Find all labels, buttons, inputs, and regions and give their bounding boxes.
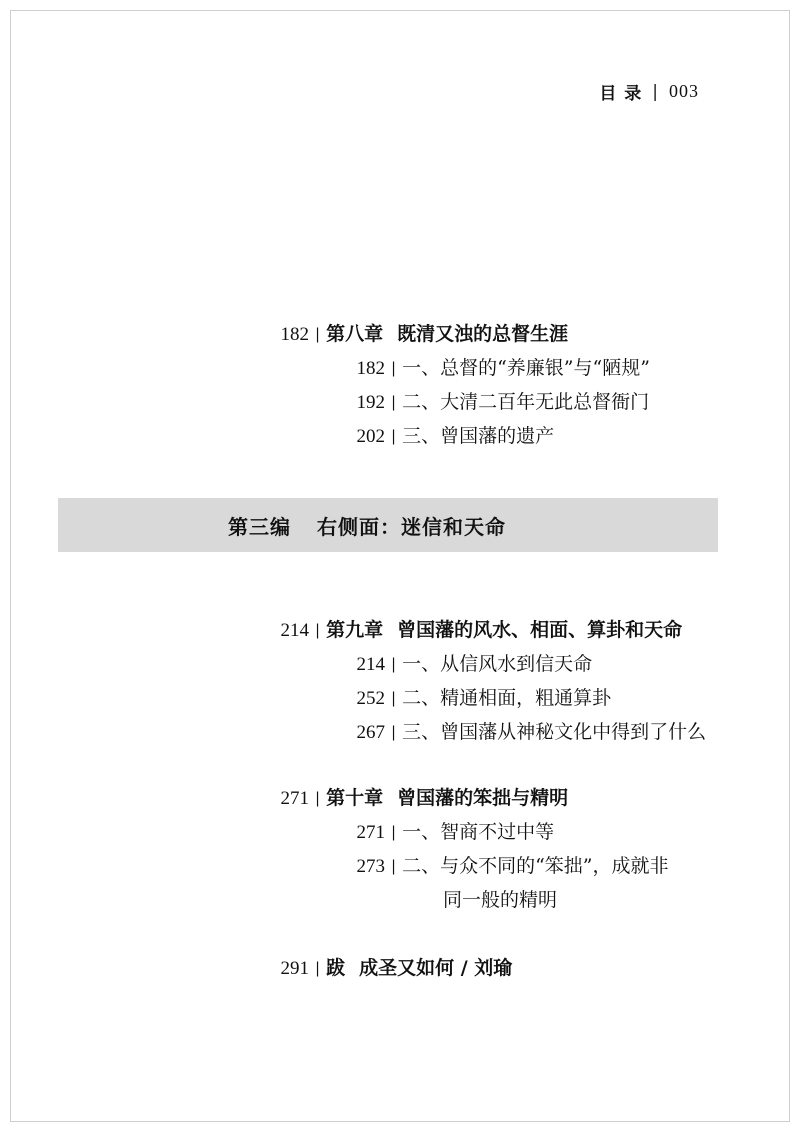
- chapter-label: 第十章: [326, 787, 384, 809]
- toc-page-number: 182: [356, 358, 385, 379]
- toc-page-number: 214: [356, 654, 385, 675]
- toc-bar: |: [391, 359, 397, 377]
- toc-bar: |: [315, 621, 321, 639]
- toc-bar: |: [391, 393, 397, 411]
- chapter-title: 曾国藩的风水、相面、算卦和天命: [397, 619, 683, 641]
- section-title-continuation: 同一般的精明: [443, 889, 558, 911]
- toc-bar: |: [391, 857, 397, 875]
- toc-page-number: 267: [356, 722, 385, 743]
- toc-bar: |: [315, 959, 321, 977]
- chapter-title: 曾国藩的笨拙与精明: [397, 787, 569, 809]
- section-title: 一、总督的“养廉银”与“陋规”: [402, 357, 650, 379]
- toc-page-number: 273: [356, 856, 385, 877]
- toc-entry-section[interactable]: [349, 717, 706, 744]
- toc-entry-section[interactable]: [349, 387, 649, 414]
- toc-entry-chapter-8[interactable]: [273, 319, 568, 346]
- header-separator: |: [652, 81, 659, 102]
- part-title: [228, 511, 506, 540]
- toc-entry-section[interactable]: [349, 353, 650, 380]
- toc-page-number: 291: [280, 958, 309, 979]
- toc-entry-section[interactable]: [349, 817, 554, 844]
- page-header: [599, 79, 699, 104]
- toc-entry-afterword[interactable]: [273, 953, 512, 980]
- part-heading-band[interactable]: [58, 498, 718, 552]
- part-label: 第三编: [228, 514, 291, 539]
- header-title: 目 录: [599, 84, 643, 104]
- toc-page-number: 192: [356, 392, 385, 413]
- section-title: 一、智商不过中等: [402, 821, 555, 843]
- toc-bar: |: [391, 689, 397, 707]
- toc-entry-chapter-10[interactable]: [273, 783, 568, 810]
- section-title: 二、与众不同的“笨拙”，成就非: [402, 855, 669, 877]
- section-title: 一、从信风水到信天命: [402, 653, 593, 675]
- toc-page-number: 271: [356, 822, 385, 843]
- toc-bar: |: [315, 789, 321, 807]
- toc-entry-section[interactable]: [349, 421, 554, 448]
- toc-bar: |: [315, 325, 321, 343]
- toc-bar: |: [391, 427, 397, 445]
- chapter-label: 第九章: [326, 619, 384, 641]
- afterword-title: 成圣又如何 / 刘瑜: [359, 957, 513, 979]
- document-page: [10, 10, 790, 1122]
- chapter-label: 第八章: [326, 323, 384, 345]
- toc-bar: |: [391, 723, 397, 741]
- section-title: 二、大清二百年无此总督衙门: [402, 391, 650, 413]
- toc-page-number: 202: [356, 426, 385, 447]
- section-title: 三、曾国藩从神秘文化中得到了什么: [402, 721, 707, 743]
- header-page-number: 003: [669, 81, 699, 101]
- chapter-title: 既清又浊的总督生涯: [397, 323, 569, 345]
- toc-entry-section[interactable]: [349, 649, 592, 676]
- part-name: 右侧面：迷信和天命: [317, 514, 506, 539]
- toc-bar: |: [391, 823, 397, 841]
- toc-page-number: 182: [280, 324, 309, 345]
- toc-page-number: 271: [280, 788, 309, 809]
- section-title: 三、曾国藩的遗产: [402, 425, 555, 447]
- toc-page-number: 252: [356, 688, 385, 709]
- section-title: 二、精通相面，粗通算卦: [402, 687, 612, 709]
- toc-entry-chapter-9[interactable]: [273, 615, 682, 642]
- toc-page-number: 214: [280, 620, 309, 641]
- toc-entry-section[interactable]: [349, 851, 669, 878]
- toc-entry-section[interactable]: [349, 683, 611, 710]
- afterword-label: 跋: [326, 957, 346, 979]
- toc-bar: |: [391, 655, 397, 673]
